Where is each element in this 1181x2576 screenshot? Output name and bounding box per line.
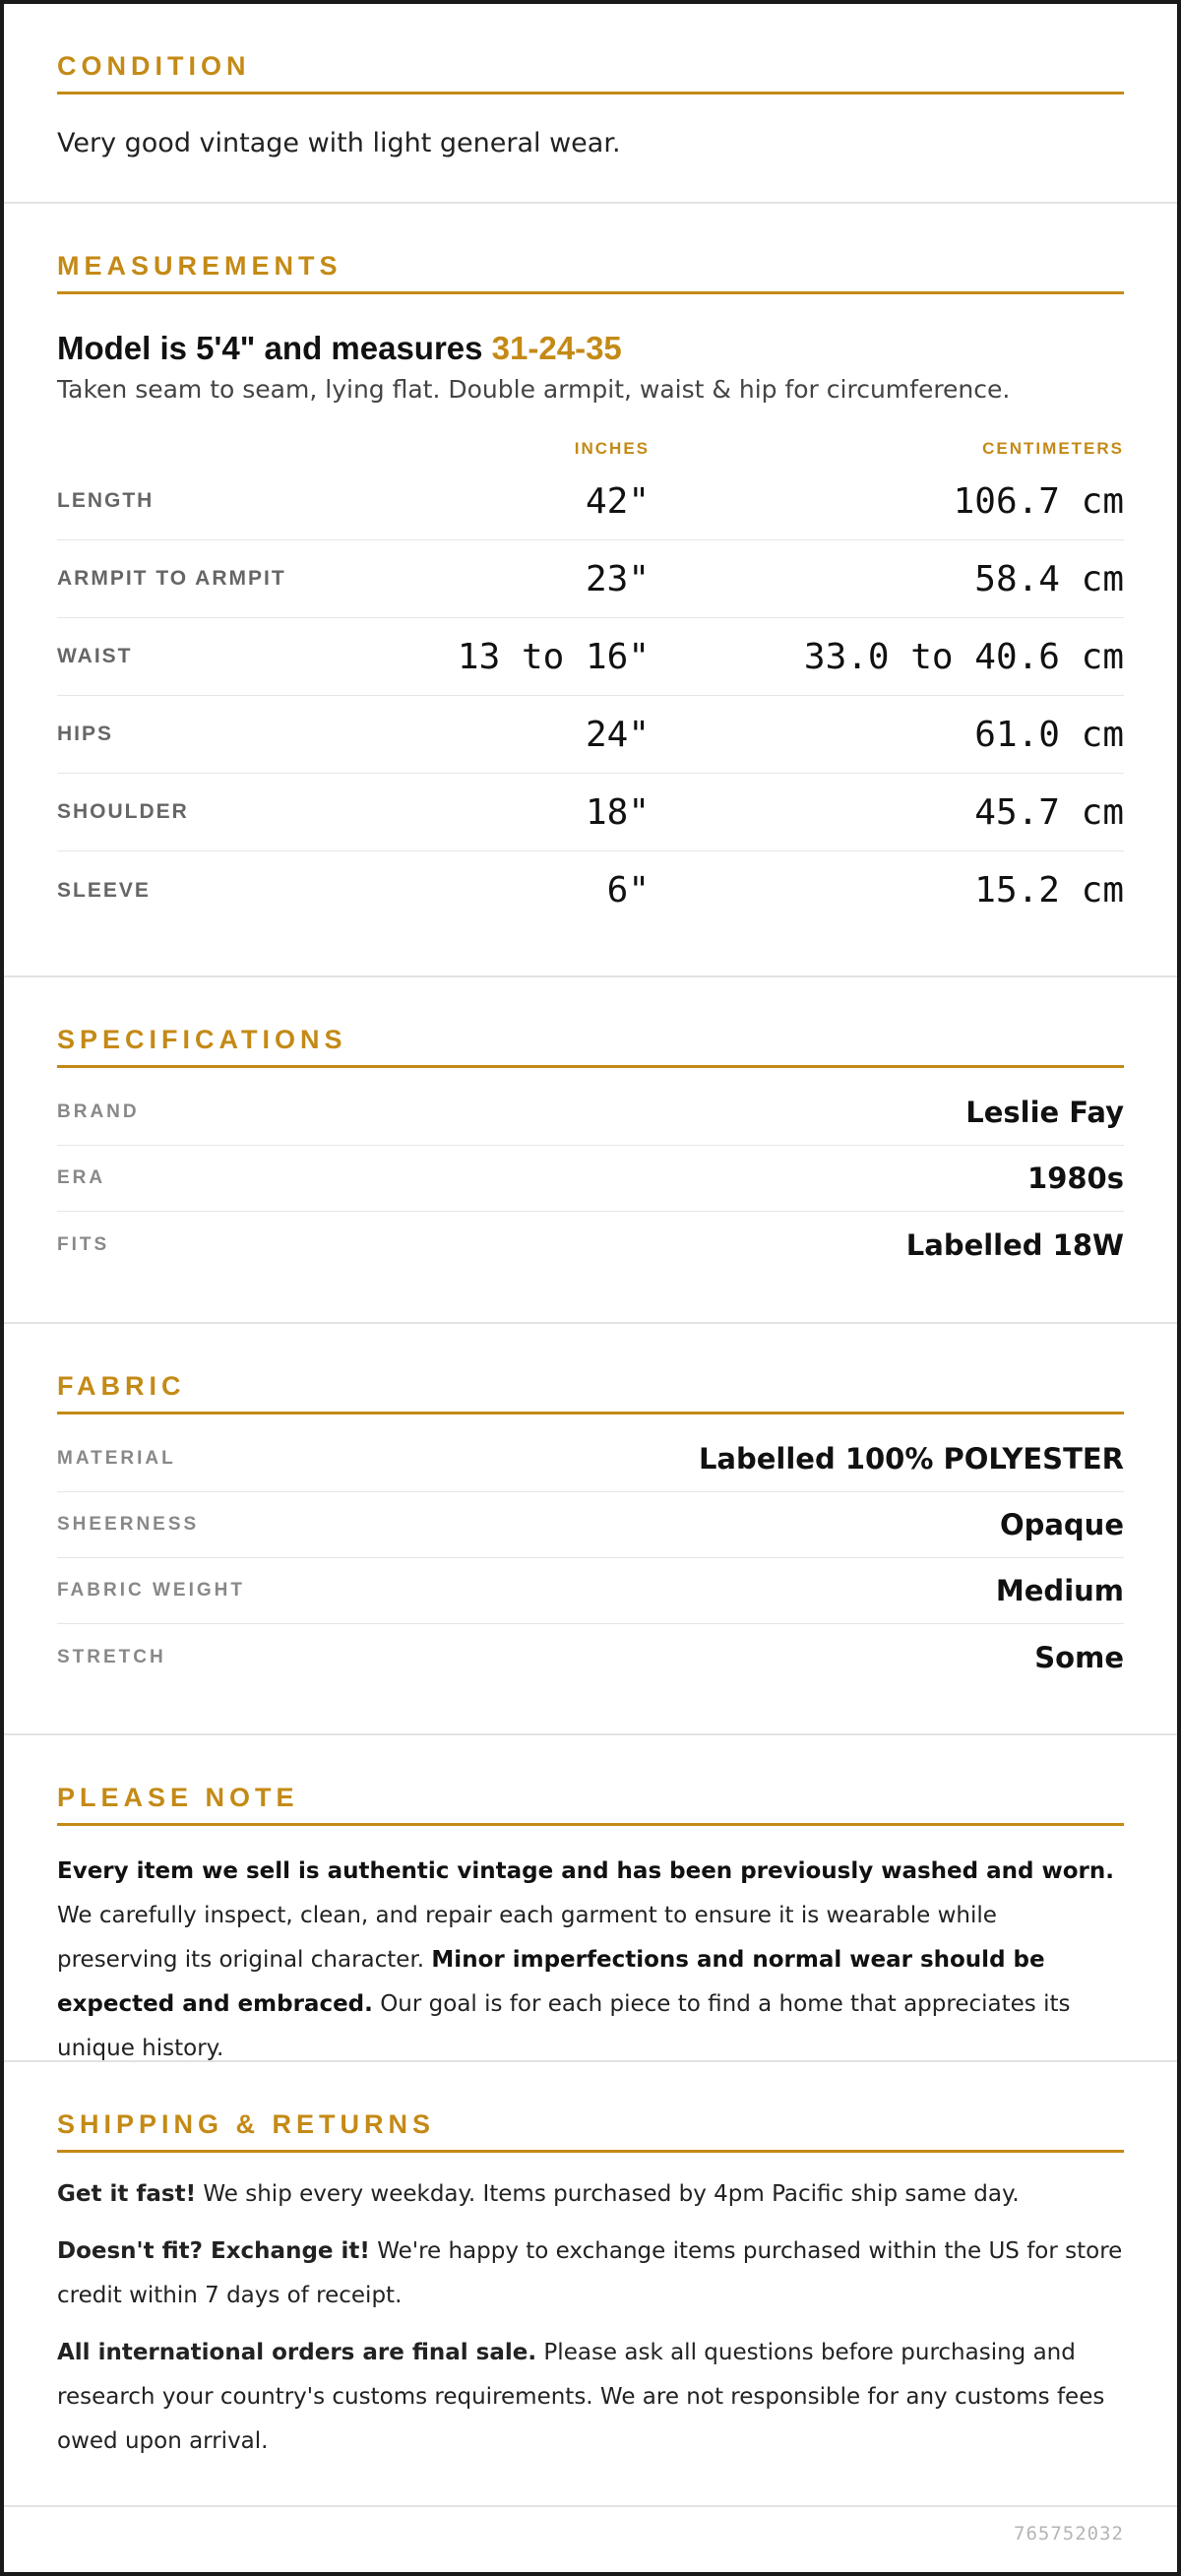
measurement-cm: 61.0 cm — [974, 714, 1124, 755]
measurement-label: LENGTH — [57, 489, 155, 512]
note-text-1: We carefully inspect, clean, and repair each garment to ensure it is wearable while preserving its original character. — [57, 1903, 997, 1973]
fabric-value: Opaque — [999, 1508, 1124, 1541]
shipping-text-2: We're happy to exchange items purchased within the US for store credit within 7 days of receipt. — [57, 2238, 1123, 2308]
measurement-cm: 106.7 cm — [953, 480, 1124, 522]
measurement-inches: 42" — [585, 480, 650, 522]
product-id: 765752032 — [1014, 2523, 1124, 2545]
fabric-label: FABRIC WEIGHT — [57, 1580, 245, 1601]
measurement-inches: 23" — [585, 558, 650, 599]
shipping-returns-section — [4, 2062, 1177, 2507]
measurements-title: MEASUREMENTS — [57, 251, 1124, 294]
fabric-value: Some — [1034, 1640, 1124, 1674]
measurement-row — [57, 851, 1124, 929]
fabric-row — [57, 1558, 1124, 1624]
spec-value: 1980s — [1027, 1162, 1124, 1195]
shipping-returns-title: SHIPPING & RETURNS — [57, 2109, 1124, 2153]
measurement-label: HIPS — [57, 723, 114, 745]
shipping-bold-1: Get it fast! — [57, 2181, 197, 2207]
measurements-table — [57, 463, 1124, 929]
shipping-text-1: We ship every weekday. Items purchased by 4pm Pacific ship same day. — [196, 2181, 1020, 2207]
condition-section — [4, 4, 1177, 204]
fabric-row — [57, 1426, 1124, 1492]
fabric-row — [57, 1624, 1124, 1690]
please-note-section — [4, 1735, 1177, 2062]
condition-title: CONDITION — [57, 51, 1124, 94]
shipping-paragraph-1 — [57, 2172, 1124, 2217]
measurement-cm: 15.2 cm — [974, 870, 1124, 911]
measurement-cm: 45.7 cm — [974, 791, 1124, 833]
fabric-value: Medium — [995, 1574, 1124, 1607]
spec-row — [57, 1146, 1124, 1212]
spec-row — [57, 1212, 1124, 1278]
shipping-paragraph-3 — [57, 2331, 1124, 2464]
measurement-cm: 58.4 cm — [974, 558, 1124, 599]
measurement-label: SHOULDER — [57, 800, 189, 823]
fabric-label: STRETCH — [57, 1646, 166, 1667]
condition-text: Very good vintage with light general wear. — [57, 128, 621, 158]
fabric-label: SHEERNESS — [57, 1514, 200, 1535]
please-note-text — [57, 1850, 1124, 2071]
fabric-list — [57, 1426, 1124, 1690]
measurements-subtitle: Taken seam to seam, lying flat. Double armpit, waist & hip for circumference. — [57, 375, 1011, 404]
measurement-label: SLEEVE — [57, 878, 151, 902]
measurements-header — [57, 439, 1124, 463]
fabric-row — [57, 1492, 1124, 1558]
shipping-paragraph-2 — [57, 2230, 1124, 2318]
shipping-text-3: Please ask all questions before purchasing and research your country's customs requirements. We are not responsible for any customs fees owed upon arrival. — [57, 2340, 1105, 2454]
model-prefix: Model is 5'4" and measures — [57, 330, 492, 366]
centimeters-column-header: CENTIMETERS — [982, 439, 1124, 458]
model-info — [57, 330, 1124, 367]
spec-label: BRAND — [57, 1101, 140, 1122]
please-note-title: PLEASE NOTE — [57, 1783, 1124, 1826]
spec-label: FITS — [57, 1233, 110, 1255]
shipping-bold-3: All international orders are final sale. — [57, 2340, 537, 2365]
measurement-inches: 13 to 16" — [457, 636, 650, 677]
footer — [4, 2507, 1177, 2572]
fabric-value: Labelled 100% POLYESTER — [698, 1442, 1124, 1476]
measurement-row — [57, 540, 1124, 618]
specifications-list — [57, 1080, 1124, 1278]
measurement-row — [57, 774, 1124, 851]
fabric-label: MATERIAL — [57, 1448, 176, 1469]
spec-value: Leslie Fay — [965, 1096, 1124, 1129]
spec-row — [57, 1080, 1124, 1146]
measurement-label: WAIST — [57, 645, 133, 667]
shipping-bold-2: Doesn't fit? Exchange it! — [57, 2238, 370, 2264]
specifications-section — [4, 977, 1177, 1324]
note-bold-1: Every item we sell is authentic vintage and has been previously washed and worn. — [57, 1858, 1114, 1884]
measurement-inches: 18" — [585, 791, 650, 833]
measurement-row — [57, 618, 1124, 696]
note-bold-2: Minor imperfections and normal wear should be expected and embraced. — [57, 1947, 1045, 2017]
spec-label: ERA — [57, 1167, 106, 1188]
fabric-title: FABRIC — [57, 1371, 1124, 1414]
measurement-inches: 24" — [585, 714, 650, 755]
measurement-label: ARMPIT TO ARMPIT — [57, 567, 286, 590]
measurement-cm: 33.0 to 40.6 cm — [803, 636, 1124, 677]
measurement-row — [57, 463, 1124, 540]
measurement-row — [57, 696, 1124, 774]
fabric-section — [4, 1324, 1177, 1735]
note-text-2: Our goal is for each piece to find a home that appreciates its unique history. — [57, 1991, 1071, 2061]
model-measures: 31-24-35 — [491, 330, 622, 366]
measurement-inches: 6" — [606, 870, 650, 911]
spec-value: Labelled 18W — [905, 1227, 1124, 1262]
measurements-section — [4, 204, 1177, 977]
inches-column-header: INCHES — [574, 439, 650, 458]
specifications-title: SPECIFICATIONS — [57, 1025, 1124, 1068]
